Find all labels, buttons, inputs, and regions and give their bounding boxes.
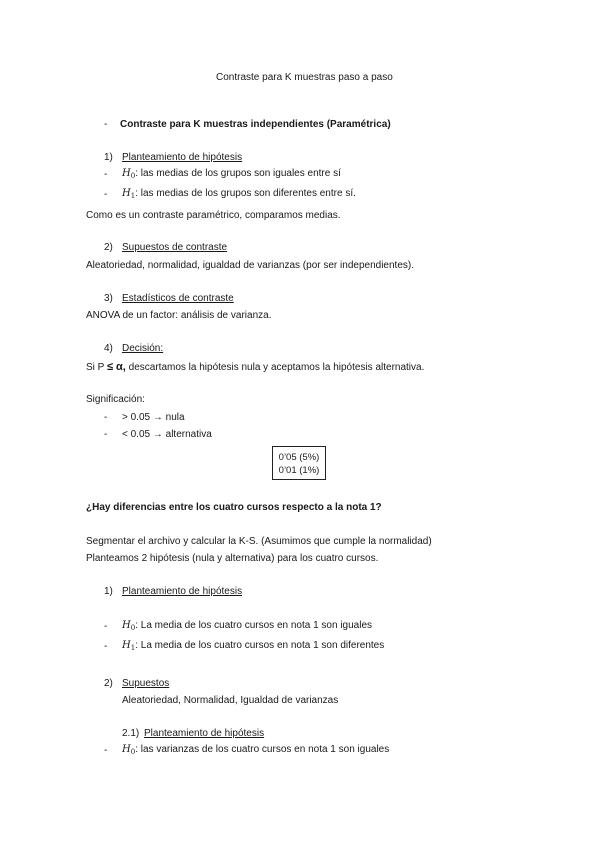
paragraph: ANOVA de un factor: análisis de varianza. — [86, 310, 272, 321]
step-title: Planteamiento de hipótesis — [144, 728, 265, 739]
step-number: 1) — [104, 152, 113, 163]
step-title: Estadísticos de contraste — [122, 293, 234, 304]
significance-item: < 0.05 → alternativa — [122, 429, 212, 440]
step-title: Supuestos de contraste — [122, 242, 228, 253]
step-number: 2) — [104, 242, 113, 253]
section-heading: Contraste para K muestras independientes (Paramétrica) — [120, 119, 391, 130]
hypothesis-item: $H_1$: La media de los cuatro cursos en nota 1 son diferentes — [122, 640, 385, 652]
step-number: 4) — [104, 343, 113, 354]
step-number: 2.1) — [122, 728, 140, 739]
significance-label: Significación: — [86, 394, 145, 405]
hypothesis-item: $H_0$: las varianzas de los cuatro cursos en nota 1 son iguales — [122, 744, 390, 756]
paragraph: Planteamos 2 hipótesis (nula y alternativa) para los cuatro cursos. — [86, 553, 379, 564]
step-title: Supuestos — [122, 678, 170, 689]
step-title: Planteamiento de hipótesis — [122, 586, 243, 597]
list-bullet: - — [104, 641, 108, 652]
list-bullet: - — [104, 169, 108, 180]
step-number: 2) — [104, 678, 113, 689]
list-bullet: - — [104, 412, 108, 423]
hypothesis-symbol: $H_0$ — [122, 620, 136, 632]
hypothesis-item: $H_0$: las medias de los grupos son iguales entre sí — [122, 168, 341, 180]
hypothesis-item: $H_1$: las medias de los grupos son diferentes entre sí. — [122, 188, 356, 200]
hypothesis-symbol: $H_1$ — [122, 188, 136, 200]
paragraph: Como es un contraste paramétrico, comparamos medias. — [86, 210, 341, 221]
box-line: 0’05 (5%) — [278, 452, 320, 463]
list-bullet: - — [104, 621, 108, 632]
hypothesis-symbol: $H_1$ — [122, 640, 136, 652]
list-bullet: - — [104, 745, 108, 756]
paragraph: Segmentar el archivo y calcular la K-S. (Asumimos que cumple la normalidad) — [86, 536, 432, 547]
box-line: 0’01 (1%) — [278, 465, 320, 476]
step-number: 3) — [104, 293, 113, 304]
list-bullet: - — [104, 189, 108, 200]
step-number: 1) — [104, 586, 113, 597]
hypothesis-item: $H_0$: La media de los cuatro cursos en nota 1 son iguales — [122, 620, 373, 632]
step-title: Decisión: — [122, 343, 164, 354]
significance-box — [272, 446, 326, 480]
section-bullet: - — [104, 119, 108, 130]
paragraph: Aleatoriedad, normalidad, igualdad de varianzas (por ser independientes). — [86, 260, 414, 271]
question-heading: ¿Hay diferencias entre los cuatro cursos respecto a la nota 1? — [86, 502, 382, 513]
hypothesis-symbol: $H_0$ — [122, 168, 136, 180]
hypothesis-symbol: $H_0$ — [122, 744, 136, 756]
step-title: Planteamiento de hipótesis — [122, 152, 243, 163]
page-title: Contraste para K muestras paso a paso — [216, 72, 393, 83]
significance-item: > 0.05 → nula — [122, 412, 185, 423]
decision-paragraph: Si P ≤ α, descartamos la hipótesis nula y aceptamos la hipótesis alternativa. — [86, 361, 425, 373]
list-bullet: - — [104, 429, 108, 440]
paragraph: Aleatoriedad, Normalidad, Igualdad de varianzas — [122, 695, 339, 706]
